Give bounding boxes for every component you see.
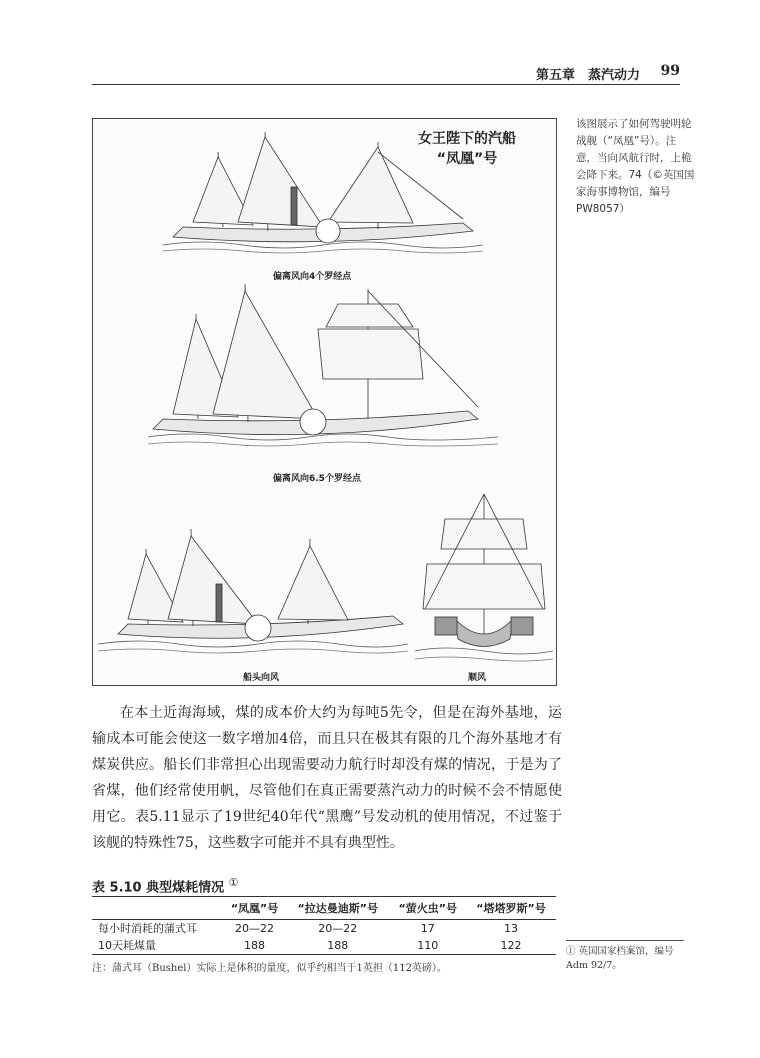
- table-title-text: 表 5.10 典型煤耗情况: [92, 880, 225, 896]
- ship-drawing-2: [148, 279, 498, 459]
- table-footnote-marker: ①: [228, 876, 239, 889]
- running-header: [92, 62, 680, 85]
- table-header-cell: “萤火虫”号: [390, 897, 467, 920]
- table-row-label: 每小时消耗的蒲式耳: [98, 922, 197, 935]
- figure-label-1: 偏离风向4个罗经点: [273, 272, 352, 282]
- figure-label-3: 船头向风: [243, 673, 280, 683]
- table-cell: 110: [390, 937, 467, 955]
- body-paragraph: [92, 700, 562, 856]
- table-cell: 122: [466, 937, 556, 955]
- paragraph-text: 在本土近海海域，煤的成本价大约为每吨5先令，但是在海外基地，运输成本可能会使这一数字增加4倍，而且只在极其有限的几个海外基地才有煤炭供应。船长们非常担心出现需要动力航行时却没有煤的情况，于是为了省煤，他们经常使用帆，尽管他们在真正需要蒸汽动力的时候不会不情愿使用它。表5.11显示了19世纪40年代“黑鹰”号发动机的使用情况，不过鉴于该舰的特殊性75，这些数字可能并不具有典型性。: [92, 705, 562, 851]
- table-cell: 17: [420, 922, 435, 935]
- ship-illustration-figure: [92, 118, 557, 686]
- table-row-label: 10天耗煤量: [92, 937, 223, 955]
- table-cell: 188: [223, 937, 286, 955]
- table-row: [92, 920, 556, 938]
- table-header-row: [92, 897, 556, 920]
- figure-title-line1: 女王陛下的汽船: [418, 131, 516, 147]
- table-cell: 188: [286, 937, 389, 955]
- table-cell: 13: [504, 922, 518, 935]
- page-number: 99: [660, 63, 680, 79]
- table-header-cell: “塔塔罗斯”号: [466, 897, 556, 920]
- footnote: ① 英国国家档案馆，编号Adm 92/7。: [566, 940, 684, 973]
- ship-drawing-1: [163, 127, 483, 267]
- chapter-title: 第五章 蒸汽动力: [535, 68, 640, 83]
- table-title: [92, 876, 238, 895]
- table-cell: 20—22: [318, 922, 358, 935]
- table-header-cell: “拉达曼迪斯”号: [286, 897, 389, 920]
- figure-label-4: 顺风: [468, 673, 487, 683]
- table-header-cell: [92, 897, 223, 920]
- table-header-cell: “凤凰”号: [223, 897, 286, 920]
- figure-caption: 该图展示了如何驾驶明轮战舰（“凤凰”号）。注意，当向风航行时，上桅会降下来。74（©英国国家海事博物馆，编号PW8057）: [576, 118, 695, 215]
- figure-title-line2: “凤凰”号: [436, 151, 498, 167]
- ship-drawing-4: [415, 489, 553, 669]
- table-row: [92, 937, 556, 955]
- table-cell: 20—22: [235, 922, 275, 935]
- coal-consumption-table: [92, 896, 556, 955]
- table-note: 注：蒲式耳（Bushel）实际上是体积的量度，似乎约相当于1英担（112英磅）。: [92, 963, 447, 974]
- ship-drawing-3: [98, 524, 408, 669]
- figure-label-2: 偏离风向6.5个罗经点: [273, 474, 361, 484]
